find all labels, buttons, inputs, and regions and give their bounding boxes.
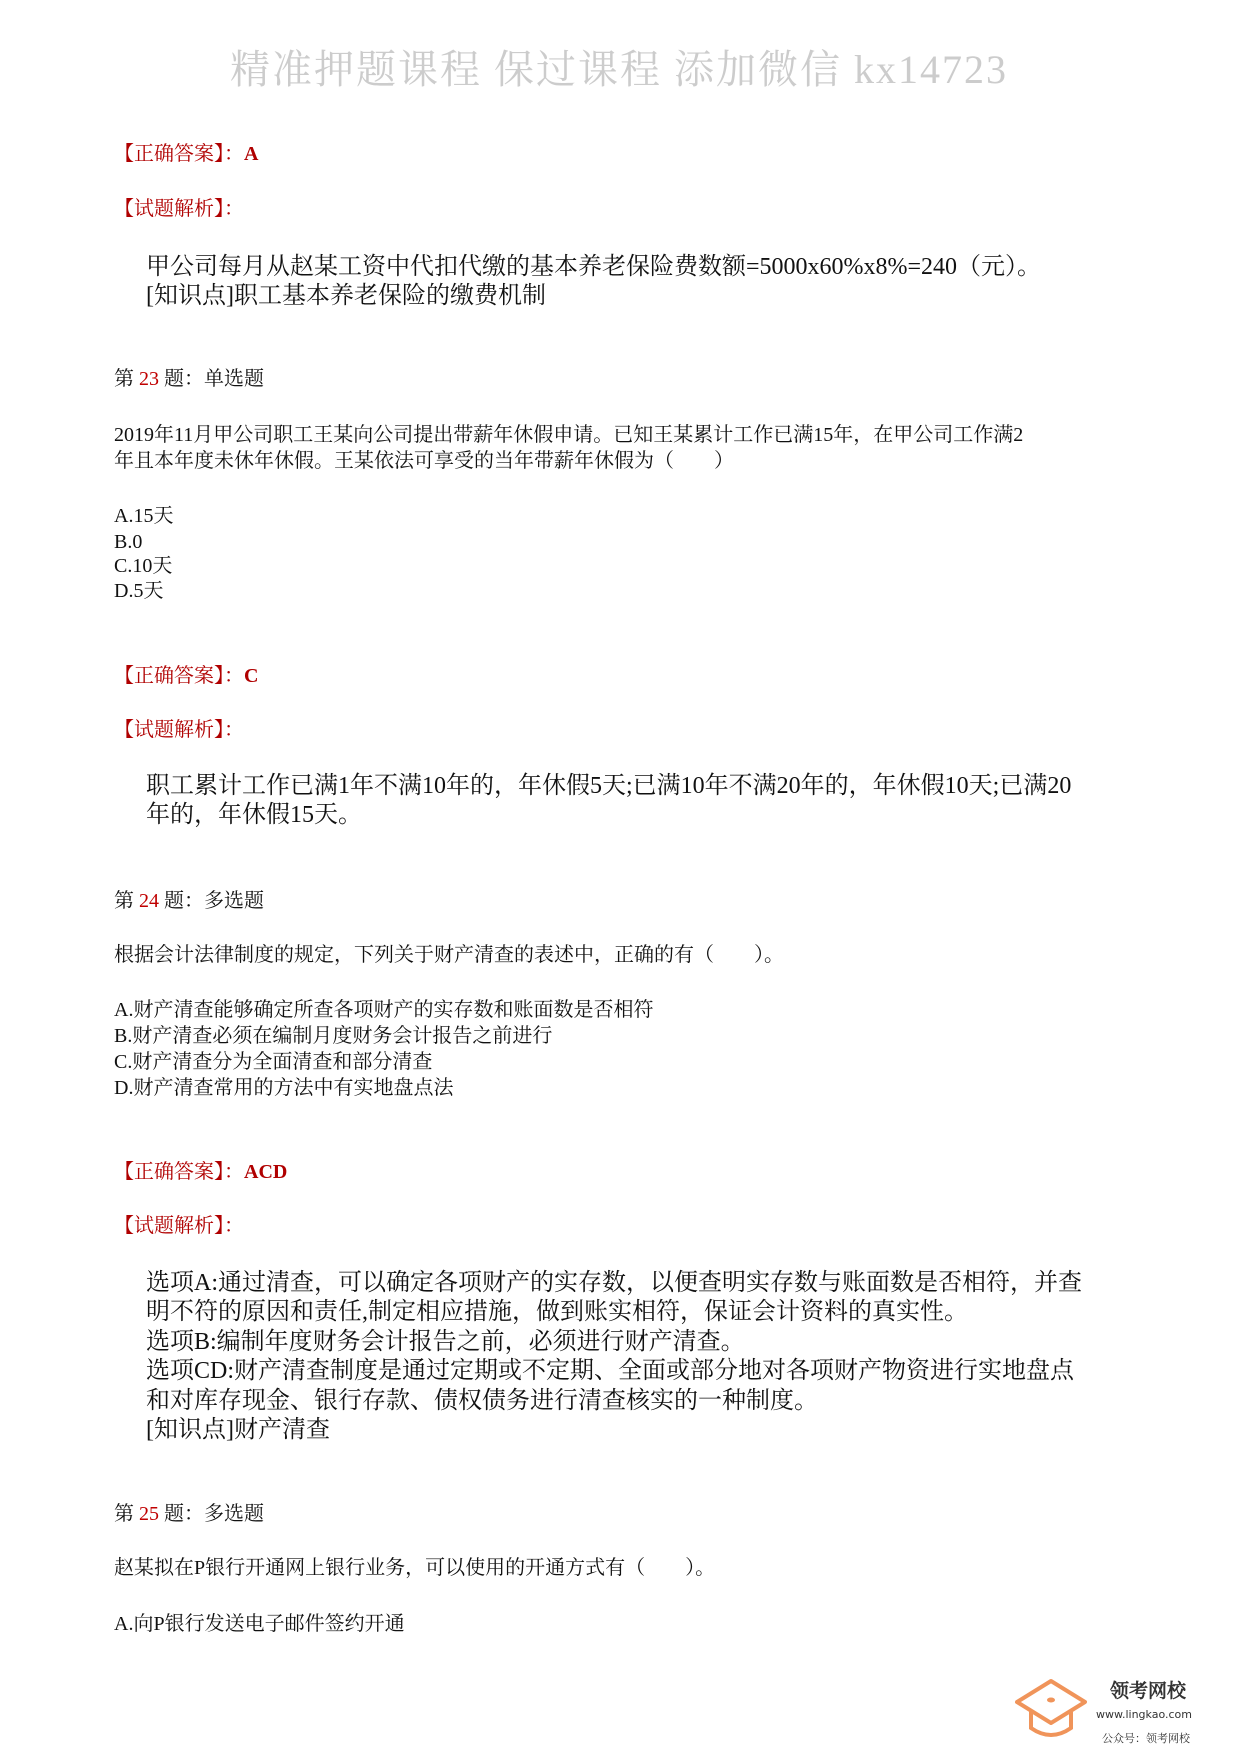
answer-value: ACD: [244, 1161, 288, 1183]
question-type: 单选题: [204, 368, 264, 390]
analysis-label: 【试题解析】：: [114, 719, 244, 741]
analysis-line: 选项CD:财产清查制度是通过定期或不定期、全面或部分地对各项财产物资进行实地盘点: [146, 1358, 1075, 1384]
analysis-line: 甲公司每月从赵某工资中代扣代缴的基本养老保险费数额=5000x60%x8%=240（元）。: [146, 254, 1042, 280]
question-mid: 题：: [159, 368, 204, 390]
question-number: 24: [139, 890, 159, 912]
graduation-cap-icon: [1015, 1678, 1087, 1742]
analysis-label: 【试题解析】：: [114, 1215, 244, 1237]
answer-label: 【正确答案】：: [114, 665, 244, 687]
question-stem: 赵某拟在P银行开通网上银行业务，可以使用的开通方式有（ ）。: [114, 1557, 716, 1579]
option: D.财产清查常用的方法中有实地盘点法: [114, 1077, 454, 1099]
analysis-line: 职工累计工作已满1年不满10年的，年休假5天;已满10年不满20年的，年休假10天;已满20: [146, 773, 1072, 799]
question-mid: 题：: [159, 890, 204, 912]
question-mid: 题：: [159, 1503, 204, 1525]
question-prefix: 第: [114, 368, 139, 390]
option: C.10天: [114, 555, 173, 577]
analysis-line: 和对库存现金、银行存款、债权债务进行清查核实的一种制度。: [146, 1388, 818, 1414]
correct-answer: [114, 144, 258, 164]
answer-value: C: [244, 665, 259, 687]
question-type: 多选题: [204, 1503, 264, 1525]
analysis-line: 选项A:通过清查，可以确定各项财产的实存数，以便查明实存数与账面数是否相符，并查: [146, 1270, 1082, 1296]
answer-value: A: [244, 143, 259, 165]
question-header: [114, 369, 264, 389]
correct-answer: [114, 1162, 287, 1182]
option: B.财产清查必须在编制月度财务会计报告之前进行: [114, 1025, 553, 1047]
question-stem: 年且本年度未休年休假。王某依法可享受的当年带薪年休假为（ ）: [114, 450, 734, 472]
option: D.5天: [114, 580, 164, 602]
answer-label: 【正确答案】：: [114, 143, 244, 165]
question-number: 23: [139, 368, 159, 390]
analysis-line: [知识点]财产清查: [146, 1417, 330, 1443]
question-type: 多选题: [204, 890, 264, 912]
option: B.0: [114, 531, 143, 553]
question-stem: 根据会计法律制度的规定，下列关于财产清查的表述中，正确的有（ ）。: [114, 944, 784, 966]
correct-answer: [114, 666, 258, 686]
question-header: [114, 891, 264, 911]
analysis-label: 【试题解析】：: [114, 198, 244, 220]
question-number: 25: [139, 1503, 159, 1525]
option: A.向P银行发送电子邮件签约开通: [114, 1613, 405, 1635]
analysis-line: [知识点]职工基本养老保险的缴费机制: [146, 283, 546, 309]
analysis-line: 选项B:编制年度财务会计报告之前，必须进行财产清查。: [146, 1329, 745, 1355]
answer-label: 【正确答案】：: [114, 1161, 244, 1183]
option: A.财产清查能够确定所查各项财产的实存数和账面数是否相符: [114, 999, 654, 1021]
watermark: 精准押题课程 保过课程 添加微信 kx14723: [230, 47, 1008, 92]
question-stem: 2019年11月甲公司职工王某向公司提出带薪年休假申请。已知王某累计工作已满15年，在甲公司工作满2: [114, 424, 1024, 446]
analysis-line: 明不符的原因和责任,制定相应措施，做到账实相符，保证会计资料的真实性。: [146, 1299, 968, 1325]
logo-url: www.lingkao.com: [1096, 1708, 1192, 1721]
question-header: [114, 1504, 264, 1524]
option: C.财产清查分为全面清查和部分清查: [114, 1051, 433, 1073]
option: A.15天: [114, 505, 174, 527]
lingkao-logo: [1015, 1668, 1235, 1750]
analysis-line: 年的，年休假15天。: [146, 802, 362, 828]
logo-wechat: 公众号：领考网校: [1102, 1732, 1190, 1745]
logo-name: 领考网校: [1110, 1680, 1187, 1702]
question-prefix: 第: [114, 1503, 139, 1525]
question-prefix: 第: [114, 890, 139, 912]
